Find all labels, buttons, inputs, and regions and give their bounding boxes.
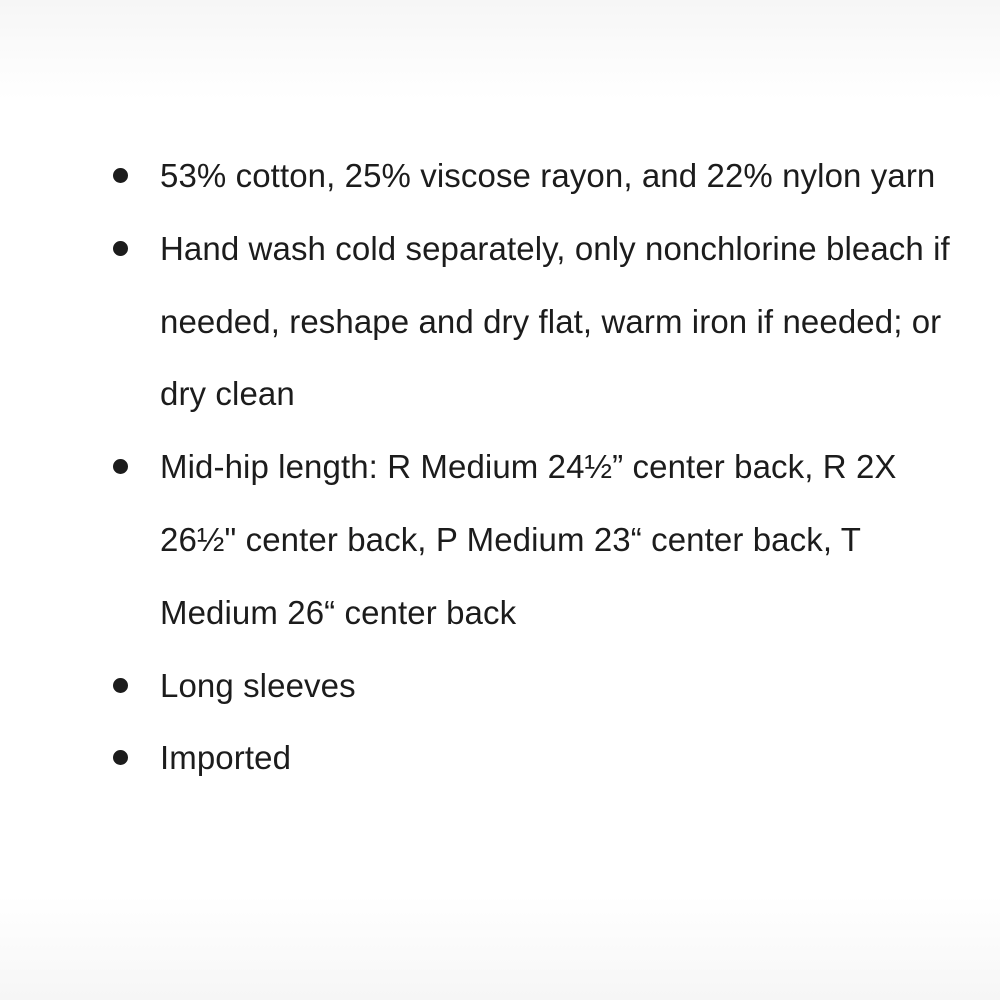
bullet-icon xyxy=(113,168,128,183)
list-item-text: Imported xyxy=(160,739,292,777)
bullet-icon xyxy=(113,750,128,765)
list-item-origin xyxy=(112,722,952,795)
bullet-icon xyxy=(113,241,128,256)
product-details-list xyxy=(112,140,952,795)
bullet-icon xyxy=(113,678,128,693)
list-item-text: Long sleeves xyxy=(160,666,356,704)
list-item-length xyxy=(112,431,952,649)
list-item-material xyxy=(112,140,952,213)
bottom-fade-band xyxy=(0,895,1000,1000)
bullet-icon xyxy=(113,459,128,474)
list-item-sleeves xyxy=(112,650,952,723)
list-item-text: Mid-hip length: R Medium 24½” center back, R 2X 26½" center back, P Medium 23“ center back, T Medium 26“ center back xyxy=(160,448,897,631)
list-item-text: 53% cotton, 25% viscose rayon, and 22% nylon yarn xyxy=(160,157,936,194)
list-item-text: Hand wash cold separately, only nonchlorine bleach if needed, reshape and dry flat, warm iron if needed; or dry clean xyxy=(160,229,950,413)
top-fade-band xyxy=(0,0,1000,100)
list-item-care xyxy=(112,213,952,431)
